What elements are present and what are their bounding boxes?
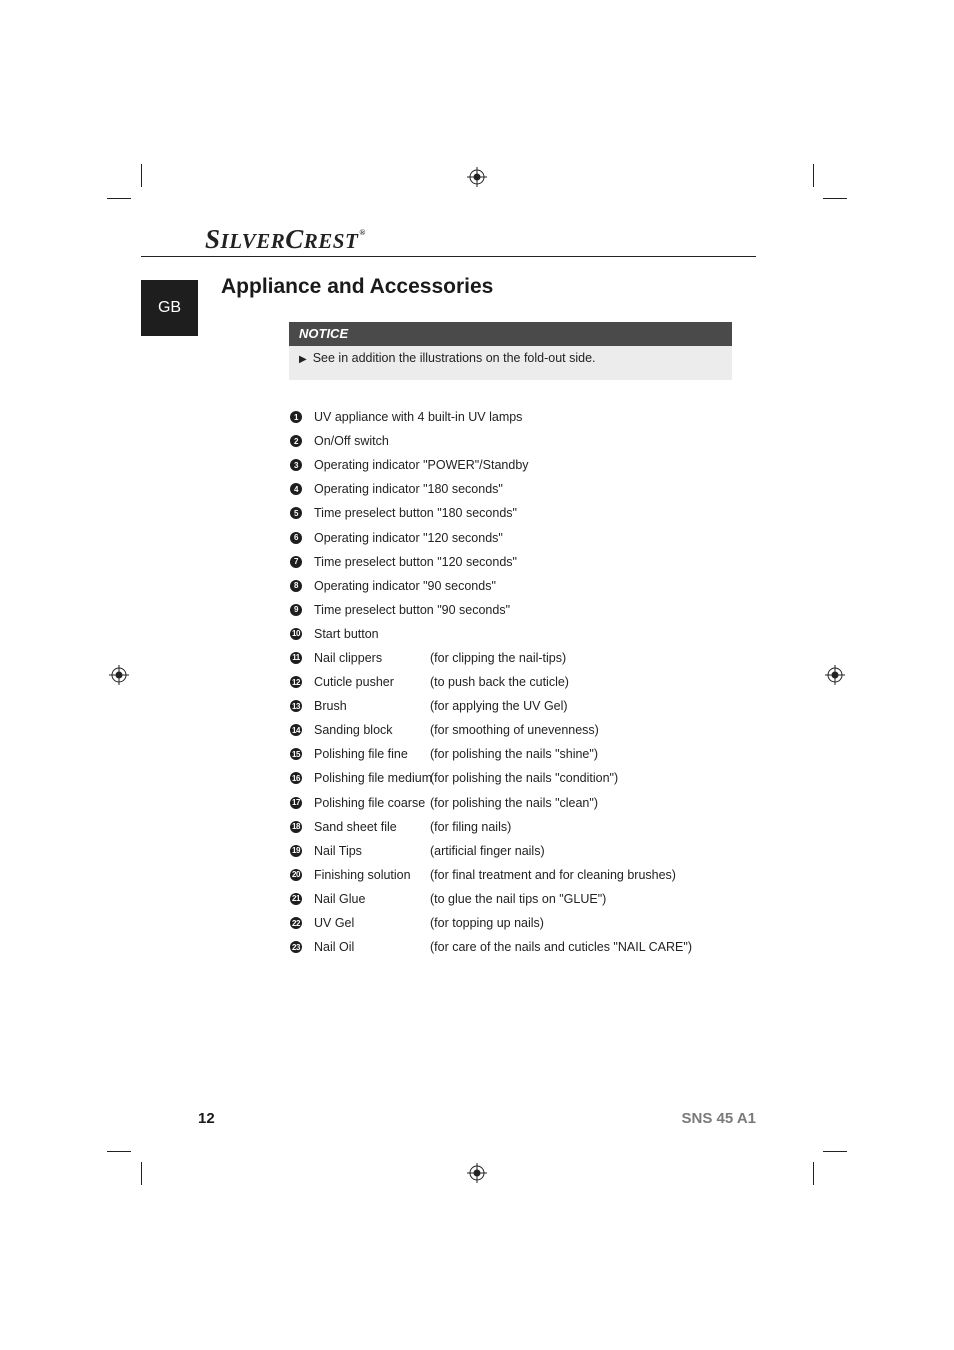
item-number-badge: 22: [290, 917, 302, 929]
registration-mark-icon: [467, 167, 487, 187]
item-description: (to glue the nail tips on "GLUE"): [430, 891, 607, 906]
registration-mark-icon: [109, 665, 129, 685]
page-title: Appliance and Accessories: [221, 275, 494, 298]
list-item: [290, 622, 692, 646]
list-item: [290, 887, 692, 911]
item-number-badge: 17: [290, 797, 302, 809]
item-number-badge: 7: [290, 556, 302, 568]
item-number-badge: 3: [290, 459, 302, 471]
item-description: (to push back the cuticle): [430, 675, 569, 690]
item-name: Nail Oil: [314, 940, 355, 955]
item-description: (for final treatment and for cleaning brushes): [430, 867, 676, 882]
item-number-badge: 4: [290, 483, 302, 495]
item-number-badge: 20: [290, 869, 302, 881]
item-description: (for polishing the nails "condition"): [430, 771, 619, 786]
list-item: [290, 646, 692, 670]
item-number-badge: 6: [290, 532, 302, 544]
item-name: Brush: [314, 699, 347, 714]
header-divider: [141, 256, 756, 257]
item-name: Time preselect button "180 seconds": [314, 506, 517, 521]
item-name: Operating indicator "120 seconds": [314, 530, 503, 545]
item-name: Operating indicator "90 seconds": [314, 578, 496, 593]
list-item: [290, 550, 692, 574]
item-number-badge: 1: [290, 411, 302, 423]
brand-logo: SILVERCREST®: [205, 224, 366, 254]
list-item: [290, 935, 692, 959]
item-description: (for applying the UV Gel): [430, 699, 568, 714]
list-item: [290, 694, 692, 718]
list-item: [290, 574, 692, 598]
item-description: (for polishing the nails "shine"): [430, 747, 598, 762]
list-item: [290, 815, 692, 839]
registration-mark-icon: [467, 1163, 487, 1183]
item-number-badge: 16: [290, 772, 302, 784]
language-tab: GB: [141, 280, 198, 336]
crop-mark: [813, 164, 814, 187]
list-item: [290, 839, 692, 863]
item-number-badge: 23: [290, 941, 302, 953]
notice-text: See in addition the illustrations on the fold-out side.: [312, 351, 596, 365]
item-number-badge: 9: [290, 604, 302, 616]
item-name: Nail Glue: [314, 891, 366, 906]
item-number-badge: 8: [290, 580, 302, 592]
list-item: [290, 766, 692, 790]
item-name: Cuticle pusher: [314, 675, 394, 690]
crop-mark: [823, 1151, 847, 1152]
parts-list: [290, 405, 692, 959]
item-name: Polishing file fine: [314, 747, 408, 762]
item-number-badge: 13: [290, 700, 302, 712]
item-name: Sanding block: [314, 723, 393, 738]
item-description: (artificial finger nails): [430, 843, 545, 858]
crop-mark: [107, 198, 131, 199]
list-item: [290, 477, 692, 501]
item-name: Operating indicator "POWER"/Standby: [314, 458, 529, 473]
item-number-badge: 12: [290, 676, 302, 688]
item-name: Time preselect button "120 seconds": [314, 554, 517, 569]
item-description: (for polishing the nails "clean"): [430, 795, 598, 810]
item-number-badge: 5: [290, 507, 302, 519]
item-description: (for filing nails): [430, 819, 512, 834]
item-name: Nail clippers: [314, 650, 383, 665]
item-number-badge: 10: [290, 628, 302, 640]
item-description: (for topping up nails): [430, 916, 544, 931]
page-number: 12: [198, 1110, 215, 1127]
crop-mark: [107, 1151, 131, 1152]
item-name: Operating indicator "180 seconds": [314, 482, 503, 497]
notice-box: [289, 322, 732, 380]
registration-mark-icon: [825, 665, 845, 685]
crop-mark: [823, 198, 847, 199]
item-name: On/Off switch: [314, 434, 389, 449]
item-name: Time preselect button "90 seconds": [314, 602, 511, 617]
list-item: [290, 501, 692, 525]
item-number-badge: 21: [290, 893, 302, 905]
list-item: [290, 911, 692, 935]
list-item: [290, 863, 692, 887]
item-name: Start button: [314, 626, 379, 641]
list-item: [290, 405, 692, 429]
list-item: [290, 670, 692, 694]
item-description: (for care of the nails and cuticles "NAIL CARE"): [430, 940, 692, 955]
item-number-badge: 11: [290, 652, 302, 664]
item-description: (for clipping the nail-tips): [430, 650, 567, 665]
item-number-badge: 15: [290, 748, 302, 760]
list-item: [290, 718, 692, 742]
list-item: [290, 525, 692, 549]
item-number-badge: 19: [290, 845, 302, 857]
item-number-badge: 18: [290, 821, 302, 833]
item-number-badge: 14: [290, 724, 302, 736]
list-item: [290, 742, 692, 766]
item-name: UV Gel: [314, 916, 355, 931]
item-name: Finishing solution: [314, 867, 411, 882]
list-item: [290, 429, 692, 453]
item-name: Nail Tips: [314, 843, 362, 858]
notice-body: [289, 346, 732, 372]
item-name: Polishing file coarse: [314, 795, 426, 810]
triangle-right-icon: ▶: [299, 354, 307, 365]
crop-mark: [141, 164, 142, 187]
item-name: Polishing file medium: [314, 771, 433, 786]
model-number: SNS 45 A1: [681, 1110, 756, 1127]
list-item: [290, 791, 692, 815]
notice-heading: NOTICE: [289, 322, 732, 346]
list-item: [290, 598, 692, 622]
crop-mark: [141, 1162, 142, 1185]
item-name: UV appliance with 4 built-in UV lamps: [314, 410, 523, 425]
item-name: Sand sheet file: [314, 819, 397, 834]
item-number-badge: 2: [290, 435, 302, 447]
item-description: (for smoothing of unevenness): [430, 723, 599, 738]
list-item: [290, 453, 692, 477]
crop-mark: [813, 1162, 814, 1185]
